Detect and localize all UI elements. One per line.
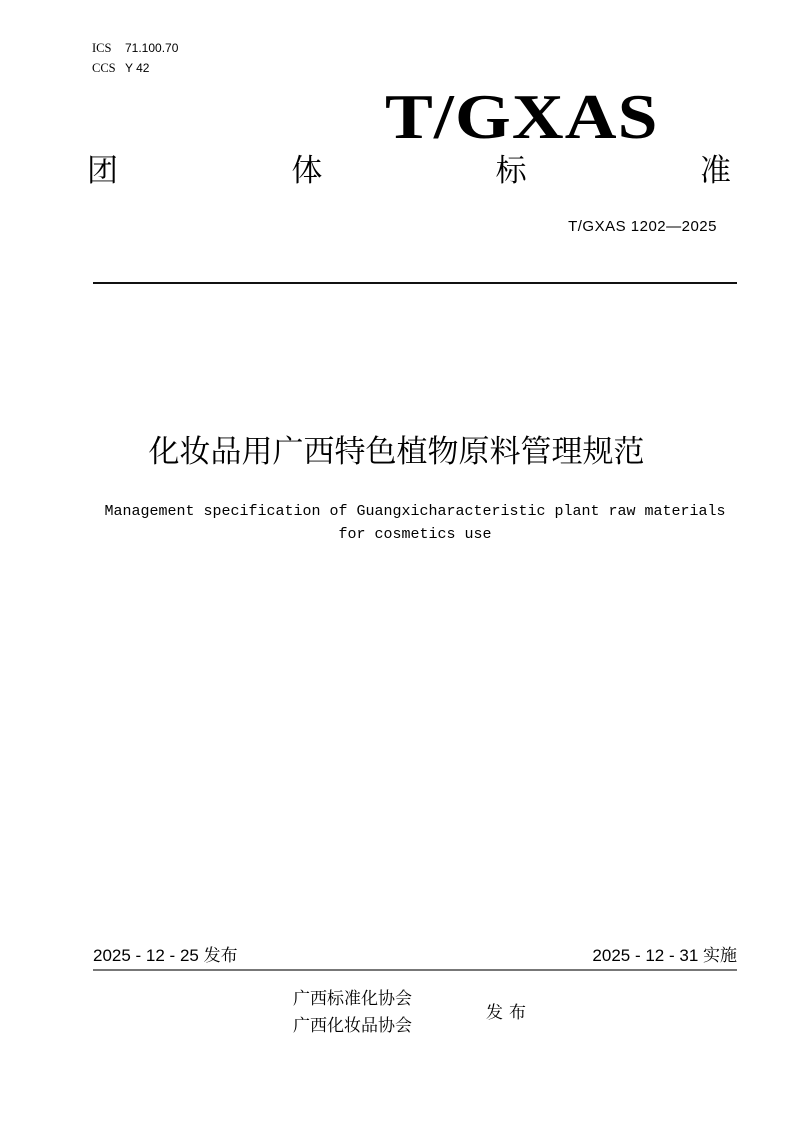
- standard-type-char: 体: [291, 153, 323, 189]
- classification-codes: [92, 38, 178, 78]
- publisher-org: 广西标准化协会: [293, 989, 412, 1009]
- ccs-value: Y 42: [125, 61, 150, 75]
- publisher-org: 广西化妆品协会: [293, 1016, 412, 1036]
- implementation-date: 2025 - 12 - 31 实施: [592, 946, 737, 965]
- header-divider: [93, 282, 737, 284]
- ics-value: 71.100.70: [125, 41, 179, 55]
- ics-label: ICS: [92, 41, 112, 55]
- document-title-chinese: 化妆品用广西特色植物原料管理规范: [148, 434, 645, 470]
- standard-type-char: 团: [87, 153, 118, 189]
- publish-date: 2025 - 12 - 25 发布: [93, 946, 238, 965]
- ccs-row: [92, 58, 178, 78]
- standard-type-char: 准: [699, 153, 731, 189]
- publish-label: 发布: [486, 1003, 532, 1023]
- english-title-line-1: Management specification of Guangxicharacteristic plant raw materials: [104, 503, 726, 520]
- footer-divider: [93, 969, 737, 971]
- standard-type-heading: [87, 150, 731, 192]
- standard-type-char: 标: [495, 153, 527, 189]
- english-title-line-2: for cosmetics use: [338, 526, 492, 543]
- document-title-english: [80, 500, 750, 546]
- document-number: T/GXAS 1202—2025: [568, 218, 717, 235]
- standard-brand-logo: T/GXAS: [385, 81, 659, 152]
- ics-row: [92, 38, 178, 58]
- publisher-organizations: [293, 986, 412, 1040]
- ccs-label: CCS: [92, 61, 116, 75]
